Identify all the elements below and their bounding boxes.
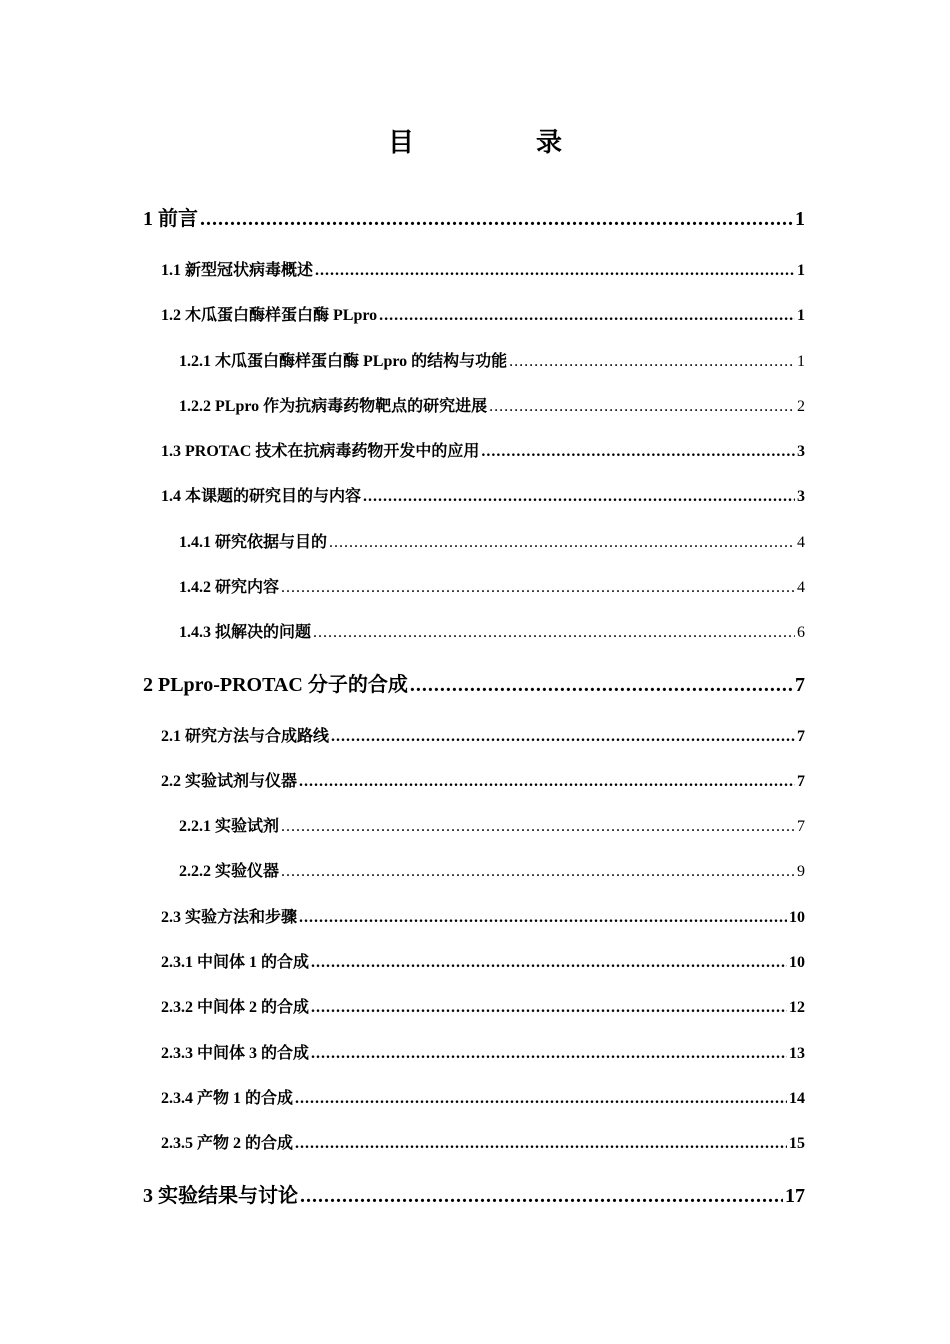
toc-entry-text: 2.3.1 中间体 1 的合成 — [161, 954, 310, 971]
toc-leader-dots — [481, 443, 795, 461]
toc-page-number: 3 — [797, 443, 805, 460]
toc-entry[interactable] — [161, 904, 805, 927]
toc-entry[interactable] — [161, 483, 805, 506]
toc-entry-text: 1 前言 — [143, 208, 198, 230]
toc-leader-dots — [331, 728, 795, 746]
toc-entry-text: 2.3.5 产物 2 的合成 — [161, 1135, 294, 1152]
toc-entry-text: 1.2.1 木瓜蛋白酶样蛋白酶 PLpro 的结构与功能 — [179, 353, 508, 370]
toc-page-number: 13 — [789, 1045, 805, 1062]
toc-page-number: 4 — [797, 579, 805, 596]
toc-leader-dots — [489, 398, 795, 416]
toc-entry[interactable] — [179, 348, 805, 371]
toc-entry[interactable] — [161, 438, 805, 461]
toc-entry[interactable] — [143, 668, 805, 697]
toc-page-number: 10 — [789, 954, 805, 971]
toc-entry-text: 1.3 PROTAC 技术在抗病毒药物开发中的应用 — [161, 443, 480, 460]
toc-entry[interactable] — [161, 1130, 805, 1153]
toc-entry[interactable] — [161, 994, 805, 1017]
toc-entry-text: 1.4.3 拟解决的问题 — [179, 624, 312, 641]
toc-leader-dots — [509, 353, 795, 371]
toc-entry-text: 1.2.2 PLpro 作为抗病毒药物靶点的研究进展 — [179, 398, 488, 415]
toc-entry[interactable] — [143, 1179, 805, 1208]
toc-leader-dots — [281, 863, 795, 881]
toc-leader-dots — [363, 488, 795, 506]
toc-entry-text: 1.1 新型冠状病毒概述 — [161, 262, 314, 279]
toc-page-number: 7 — [797, 728, 805, 745]
toc-leader-dots — [295, 1135, 787, 1153]
toc-page-number: 1 — [797, 307, 805, 324]
toc-leader-dots — [299, 909, 787, 927]
toc-entry-text: 1.4.2 研究内容 — [179, 579, 280, 596]
toc-entry[interactable] — [161, 723, 805, 746]
toc-page-number: 4 — [797, 534, 805, 551]
toc-entry-text: 1.2 木瓜蛋白酶样蛋白酶 PLpro — [161, 307, 378, 324]
toc-leader-dots — [281, 818, 795, 836]
toc-page-number: 12 — [789, 999, 805, 1016]
toc-page-number: 9 — [797, 863, 805, 880]
toc-entry[interactable] — [161, 257, 805, 280]
toc-page-number: 7 — [795, 674, 805, 696]
toc-entry[interactable] — [161, 1040, 805, 1063]
toc-entry-text: 1.4.1 研究依据与目的 — [179, 534, 328, 551]
toc-entry-text: 3 实验结果与讨论 — [143, 1185, 298, 1207]
toc-entry[interactable] — [179, 574, 805, 597]
toc-page-number: 1 — [797, 353, 805, 370]
toc-entry[interactable] — [179, 529, 805, 552]
toc-entry-text: 2.2 实验试剂与仪器 — [161, 773, 298, 790]
toc-page-number: 2 — [797, 398, 805, 415]
toc-leader-dots — [410, 674, 793, 697]
toc-leader-dots — [281, 579, 795, 597]
toc-page-number: 1 — [795, 208, 805, 230]
toc-entry-text: 1.4 本课题的研究目的与内容 — [161, 488, 362, 505]
page-title: 目 录 — [387, 128, 610, 157]
toc-entry[interactable] — [143, 202, 805, 231]
toc-entry[interactable] — [179, 813, 805, 836]
toc-leader-dots — [329, 534, 795, 552]
toc-page-number: 1 — [797, 262, 805, 279]
toc-page-number: 15 — [789, 1135, 805, 1152]
toc-page-number: 14 — [789, 1090, 805, 1107]
toc-leader-dots — [299, 773, 795, 791]
toc-entry[interactable] — [161, 302, 805, 325]
toc-entry-text: 2.3.3 中间体 3 的合成 — [161, 1045, 310, 1062]
toc-entry[interactable] — [161, 949, 805, 972]
toc-entry[interactable] — [161, 1085, 805, 1108]
toc-entry-text: 2.3.2 中间体 2 的合成 — [161, 999, 310, 1016]
toc-entry[interactable] — [179, 858, 805, 881]
toc-page-number: 7 — [797, 773, 805, 790]
toc-page-number: 3 — [797, 488, 805, 505]
toc-leader-dots — [311, 999, 787, 1017]
toc-page-number: 17 — [785, 1185, 805, 1207]
toc-entry[interactable] — [161, 768, 805, 791]
toc-leader-dots — [295, 1090, 787, 1108]
toc-leader-dots — [311, 954, 787, 972]
toc-entry-text: 2.3.4 产物 1 的合成 — [161, 1090, 294, 1107]
toc-entry-text: 2.2.2 实验仪器 — [179, 863, 280, 880]
toc-leader-dots — [300, 1185, 783, 1208]
toc-page-number: 6 — [797, 624, 805, 641]
toc-entry[interactable] — [179, 393, 805, 416]
toc-page-number: 7 — [797, 818, 805, 835]
toc-leader-dots — [313, 624, 795, 642]
toc-entry[interactable] — [179, 619, 805, 642]
toc-entry-text: 2.1 研究方法与合成路线 — [161, 728, 330, 745]
toc-entry-text: 2.2.1 实验试剂 — [179, 818, 280, 835]
toc-entry-text: 2 PLpro-PROTAC 分子的合成 — [143, 674, 408, 696]
toc-leader-dots — [200, 208, 793, 231]
toc-page-number: 10 — [789, 909, 805, 926]
toc-leader-dots — [379, 307, 795, 325]
toc-leader-dots — [315, 262, 795, 280]
toc-entry-text: 2.3 实验方法和步骤 — [161, 909, 298, 926]
toc-leader-dots — [311, 1045, 787, 1063]
